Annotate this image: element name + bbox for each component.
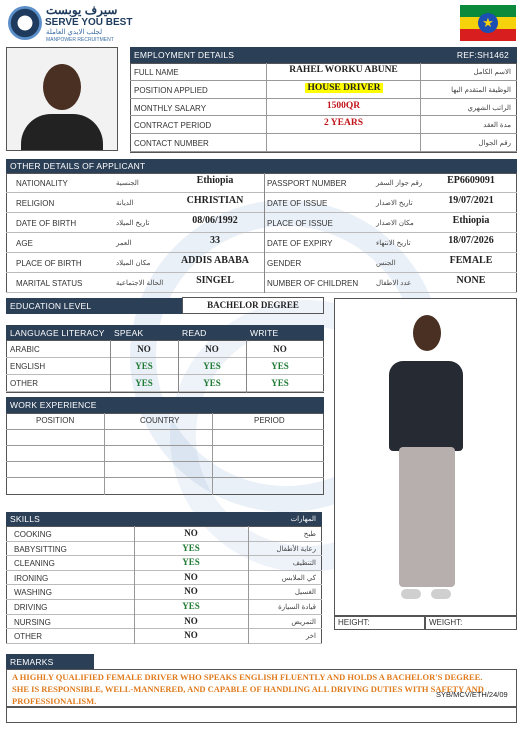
detail-label-arabic: الجنس — [376, 260, 396, 267]
employment-label: MONTHLY SALARY — [134, 103, 207, 113]
employment-label: POSITION APPLIED — [134, 85, 208, 95]
company-arabic-name: سيرف يوبست — [46, 3, 118, 17]
employment-value: 2 YEARS — [324, 118, 363, 129]
skill-name: WASHING — [14, 588, 52, 598]
column-divider — [246, 340, 247, 393]
employment-value: HOUSE DRIVER — [305, 83, 383, 93]
grid-line — [6, 461, 324, 462]
skill-label-arabic: اخر — [305, 633, 316, 641]
detail-label: DATE OF BIRTH — [16, 219, 77, 228]
detail-label-arabic: رقم جواز السفر — [376, 180, 423, 187]
employment-header: EMPLOYMENT DETAILS — [134, 50, 235, 60]
work-col-country: COUNTRY — [140, 416, 180, 425]
education-level-value: BACHELOR DEGREE — [182, 297, 324, 314]
detail-value: 18/07/2026 — [448, 235, 494, 246]
detail-value: SINGEL — [196, 275, 234, 286]
skill-name: OTHER — [14, 632, 42, 642]
detail-value: EP6609091 — [447, 175, 495, 186]
detail-label: DATE OF EXPIRY — [267, 239, 333, 248]
detail-label: RELIGION — [16, 199, 55, 208]
work-experience-section — [6, 397, 324, 495]
skill-label-arabic: التنظيف — [292, 560, 316, 568]
passport-photo — [6, 47, 118, 151]
column-divider — [248, 526, 249, 644]
company-arabic-sub: لجلب الايدي العاملة — [46, 29, 103, 36]
language-value: YES — [271, 361, 289, 371]
remarks-text: A HIGHLY QUALIFIED FEMALE DRIVER WHO SPEAKS ENGLISH FLUENTLY AND HOLDS A BACHELOR'S DEGREE. SHE IS RESPONSIBLE, WELL-MANNERED, AND CAPABLE OF HANDLING ALL DRIVING DUTIES WITH SAFETY AND PROFESSIONALISM. — [12, 672, 484, 706]
skill-label-arabic: طبخ — [303, 531, 316, 538]
detail-label: GENDER — [267, 259, 302, 268]
detail-value: FEMALE — [449, 255, 493, 266]
detail-label-arabic: العمر — [116, 240, 132, 247]
column-divider — [104, 413, 105, 495]
skill-name: BABYSITTING — [14, 544, 67, 554]
language-value: YES — [135, 361, 153, 371]
column-divider — [420, 99, 421, 117]
skill-name: IRONING — [14, 573, 49, 583]
employment-label-arabic: رقم الجوال — [478, 140, 511, 148]
column-divider — [420, 134, 421, 152]
employment-label-arabic: الراتب الشهري — [467, 104, 511, 112]
skills-section — [6, 512, 322, 644]
weight-label: WEIGHT: — [429, 618, 463, 627]
employment-label: CONTRACT PERIOD — [134, 121, 212, 131]
detail-label: PLACE OF ISSUE — [267, 219, 333, 228]
detail-value: 08/06/1992 — [192, 215, 238, 226]
detail-value: 33 — [210, 235, 220, 246]
detail-label-arabic: الجنسية — [116, 180, 139, 187]
detail-label: AGE — [16, 239, 33, 248]
document-code: SYB/MCV/ETH/24/09 — [436, 690, 508, 699]
employment-label-arabic: مدة العقد — [483, 122, 511, 130]
skill-value: NO — [184, 571, 198, 582]
detail-label-arabic: عدد الاطفال — [376, 280, 412, 287]
skill-label-arabic: الغسيل — [294, 589, 316, 597]
skill-value: NO — [184, 528, 198, 538]
detail-label: PASSPORT NUMBER — [267, 179, 347, 188]
detail-label-arabic: مكان الاصدار — [376, 220, 414, 227]
education-level-label: EDUCATION LEVEL — [6, 298, 182, 314]
column-divider — [264, 173, 265, 293]
employment-details-section — [130, 47, 517, 153]
other-details-header: OTHER DETAILS OF APPLICANT — [6, 159, 517, 173]
detail-label-arabic: تاريخ الميلاد — [116, 220, 150, 227]
detail-label-arabic: الحالة الاجتماعية — [116, 280, 164, 287]
language-col-read: READ — [182, 327, 207, 338]
height-label: HEIGHT: — [338, 618, 370, 627]
skills-header-arabic: المهارات — [290, 516, 316, 523]
skill-value: YES — [182, 601, 200, 611]
language-literacy-section — [6, 325, 324, 393]
detail-label: DATE OF ISSUE — [267, 199, 328, 208]
language-name: ENGLISH — [10, 362, 46, 371]
detail-label-arabic: مكان الميلاد — [116, 260, 151, 267]
detail-value: Ethiopia — [196, 175, 234, 186]
grid-line — [6, 429, 324, 430]
column-divider — [420, 63, 421, 81]
skills-header: SKILLS — [10, 514, 41, 524]
language-value: YES — [271, 378, 289, 388]
employment-label-arabic: الاسم الكامل — [473, 69, 511, 76]
work-col-position: POSITION — [36, 416, 75, 425]
full-body-photo — [334, 298, 517, 616]
detail-label-arabic: تاريخ الاصدار — [376, 200, 413, 207]
skill-value: YES — [182, 557, 200, 568]
skill-name: COOKING — [14, 530, 52, 539]
language-col-speak: SPEAK — [114, 327, 144, 338]
skill-name: CLEANING — [14, 559, 55, 569]
work-header: WORK EXPERIENCE — [6, 397, 324, 413]
language-value: NO — [205, 344, 219, 354]
column-divider — [178, 340, 179, 393]
detail-value: ADDIS ABABA — [180, 255, 250, 266]
skill-name: DRIVING — [14, 603, 48, 612]
skill-label-arabic: كي الملابس — [281, 574, 316, 582]
detail-value: 19/07/2021 — [448, 195, 494, 206]
column-divider — [420, 116, 421, 134]
company-name: SERVE YOU BEST — [45, 17, 133, 28]
work-col-period: PERIOD — [254, 416, 285, 425]
reference-number: REF:SH1462 — [456, 50, 509, 60]
detail-value: Ethiopia — [452, 215, 490, 226]
language-value: YES — [203, 361, 221, 371]
detail-label: PLACE OF BIRTH — [16, 259, 82, 268]
skill-value: NO — [184, 586, 198, 597]
language-value: YES — [203, 378, 221, 388]
language-name: ARABIC — [10, 345, 40, 354]
employment-value: RAHEL WORKU ABUNE — [289, 65, 398, 75]
detail-value: NONE — [456, 275, 486, 286]
detail-value: CHRISTIAN — [186, 195, 244, 206]
ethiopia-flag-icon: ★ — [460, 5, 516, 41]
language-name: OTHER — [10, 379, 38, 388]
detail-label: NATIONALITY — [16, 179, 68, 188]
column-divider — [134, 526, 135, 644]
detail-label-arabic: تاريخ الانتهاء — [376, 240, 411, 247]
language-value: NO — [273, 344, 287, 354]
column-divider — [266, 81, 267, 99]
other-details-section — [6, 159, 517, 293]
language-header: LANGUAGE LITERACY — [10, 327, 105, 338]
language-col-write: WRITE — [250, 327, 279, 338]
employment-label-arabic: الوظيفة المتقدم اليها — [451, 86, 511, 94]
skill-name: NURSING — [14, 617, 51, 627]
column-divider — [110, 340, 111, 393]
column-divider — [212, 413, 213, 495]
skill-label-arabic: التمريض — [291, 618, 316, 626]
skill-label-arabic: قيادة السيارة — [278, 604, 316, 611]
detail-label-arabic: الديانة — [116, 200, 134, 207]
logo-emblem-icon — [8, 6, 42, 40]
employment-label: FULL NAME — [134, 68, 179, 77]
language-value: NO — [137, 344, 151, 354]
language-value: YES — [135, 378, 153, 388]
company-sub: MANPOWER RECRUITMENT — [46, 37, 114, 43]
skill-label-arabic: رعاية الأطفال — [276, 545, 316, 553]
skill-value: YES — [182, 542, 200, 553]
detail-label: MARITAL STATUS — [16, 279, 83, 288]
grid-line — [6, 477, 324, 478]
grid-line — [6, 445, 324, 446]
column-divider — [420, 81, 421, 99]
skill-value: NO — [184, 630, 198, 641]
column-divider — [266, 134, 267, 152]
company-logo — [8, 4, 143, 44]
skill-value: NO — [184, 615, 198, 626]
remarks-header: REMARKS — [6, 654, 94, 669]
employment-label: CONTACT NUMBER — [134, 139, 209, 149]
detail-label: NUMBER OF CHILDREN — [267, 279, 359, 288]
employment-value: 1500QR — [326, 100, 361, 111]
